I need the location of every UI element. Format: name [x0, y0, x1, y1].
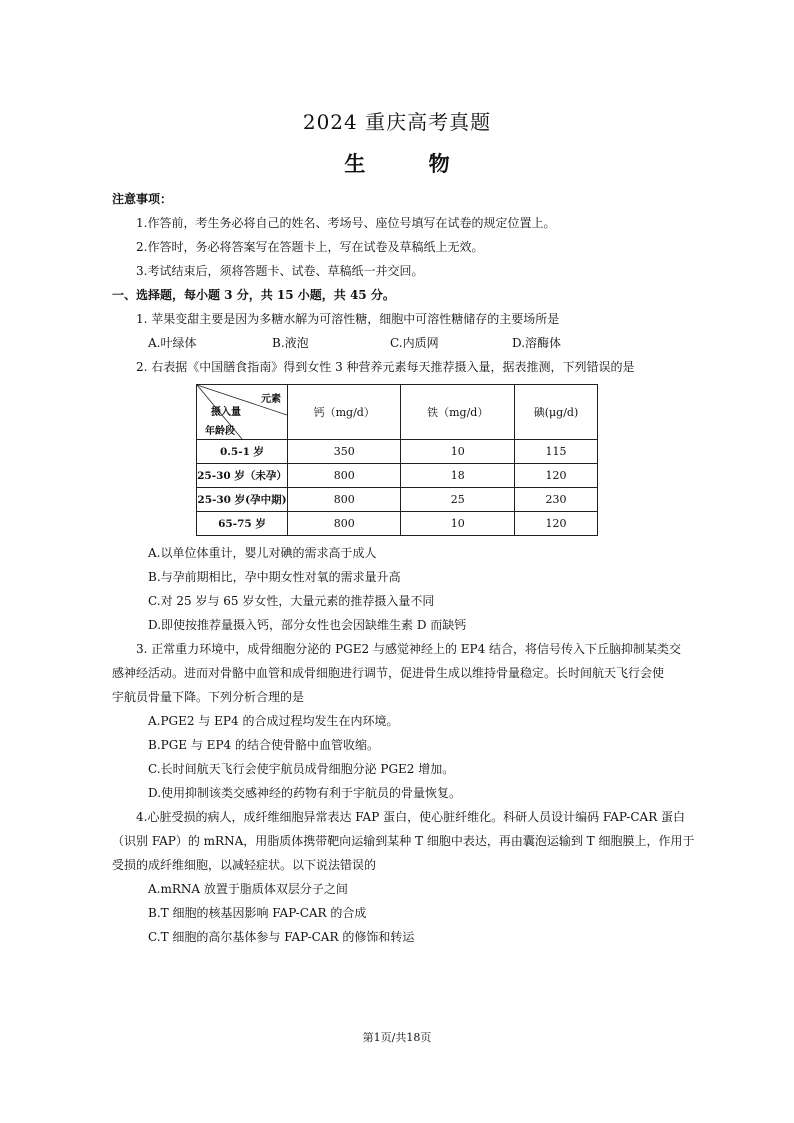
notice-item: 2.作答时，务必将答案写在答题卡上，写在试卷及草稿纸上无效。 [136, 240, 484, 254]
table-row [197, 488, 598, 512]
question-1-option-d: D.溶酶体 [512, 336, 562, 350]
column-header-iron: 铁（mg/d） [401, 385, 514, 440]
question-4-stem-line: 受损的成纤维细胞，以减轻症状。以下说法错误的 [112, 858, 377, 872]
question-3-stem-line: 3. 正常重力环境中，成骨细胞分泌的 PGE2 与感觉神经上的 EP4 结合，将信号传入下丘脑抑制某类交 [136, 642, 682, 656]
question-2-option-b: B.与孕前期相比，孕中期女性对氧的需求量升高 [148, 570, 401, 584]
notice-heading: 注意事项： [112, 192, 173, 206]
question-2-option-d: D.即使按推荐量摄入钙，部分女性也会因缺维生素 D 而缺钙 [148, 618, 467, 632]
table-cell: 230 [514, 488, 597, 512]
question-3-option-c: C.长时间航天飞行会使宇航员成骨细胞分泌 PGE2 增加。 [148, 762, 455, 776]
notice-item: 3.考试结束后，须将答题卡、试卷、草稿纸一并交回。 [136, 264, 424, 278]
section-heading: 一、选择题，每小题 3 分，共 15 小题，共 45 分。 [112, 288, 395, 302]
question-2-option-c: C.对 25 岁与 65 岁女性，大量元素的推荐摄入量不同 [148, 594, 435, 608]
question-4-stem-line: （识别 FAP）的 mRNA，用脂质体携带靶向运输到某种 T 细胞中表达，再由囊泡运输到 T 细胞膜上，作用于 [112, 834, 695, 848]
question-2-stem: 2. 右表据《中国膳食指南》得到女性 3 种营养元素每天推荐摄入量，据表推测，下列错误的是 [136, 360, 635, 374]
table-cell: 120 [514, 464, 597, 488]
table-cell: 10 [401, 440, 514, 464]
exam-title: 2024 重庆高考真题 [302, 110, 492, 134]
exam-subject: 生 物 [344, 151, 478, 176]
row-label: 25-30 岁(孕中期) [197, 488, 288, 512]
question-4-option-c: C.T 细胞的高尔基体参与 FAP-CAR 的修饰和转运 [148, 930, 415, 944]
page-number: 第1页/共18页 [362, 1031, 432, 1044]
diag-label-element: 元素 [261, 394, 281, 405]
table-diagonal-header [197, 385, 288, 440]
table-cell: 800 [288, 464, 401, 488]
column-header-iodine: 碘(μg/d) [514, 385, 597, 440]
table-cell: 800 [288, 512, 401, 536]
table-cell: 800 [288, 488, 401, 512]
table-cell: 18 [401, 464, 514, 488]
nutrient-table [196, 384, 598, 536]
question-4-stem-line: 4.心脏受损的病人，成纤维细胞异常表达 FAP 蛋白，使心脏纤维化。科研人员设计编码 FAP-CAR 蛋白 [136, 810, 686, 824]
table-row [197, 464, 598, 488]
question-2-option-a: A.以单位体重计，婴儿对碘的需求高于成人 [148, 546, 377, 560]
table-row [197, 512, 598, 536]
table-cell: 350 [288, 440, 401, 464]
question-1-option-b: B.液泡 [272, 336, 309, 350]
table-row [197, 440, 598, 464]
question-3-option-b: B.PGE 与 EP4 的结合使骨骼中血管收缩。 [148, 738, 379, 752]
table-cell: 115 [514, 440, 597, 464]
table-cell: 10 [401, 512, 514, 536]
question-1-option-a: A.叶绿体 [148, 336, 197, 350]
row-label: 0.5-1 岁 [197, 440, 288, 464]
question-4-option-b: B.T 细胞的核基因影响 FAP-CAR 的合成 [148, 906, 367, 920]
question-4-option-a: A.mRNA 放置于脂质体双层分子之间 [148, 882, 348, 896]
table-cell: 120 [514, 512, 597, 536]
row-label: 65-75 岁 [197, 512, 288, 536]
table-header-row [197, 385, 598, 440]
notice-item: 1.作答前，考生务必将自己的姓名、考场号、座位号填写在试卷的规定位置上。 [136, 216, 556, 230]
question-3-option-d: D.使用抑制该类交感神经的药物有利于宇航员的骨量恢复。 [148, 786, 462, 800]
question-3-option-a: A.PGE2 与 EP4 的合成过程均发生在内环境。 [148, 714, 399, 728]
question-1-stem: 1. 苹果变甜主要是因为多糖水解为可溶性糖，细胞中可溶性糖储存的主要场所是 [136, 312, 560, 326]
diag-label-intake: 摄入量 [211, 407, 241, 418]
question-3-stem-line: 宇航员骨量下降。下列分析合理的是 [112, 690, 305, 704]
table-cell: 25 [401, 488, 514, 512]
column-header-calcium: 钙（mg/d） [288, 385, 401, 440]
diag-label-age: 年龄段 [205, 426, 235, 437]
question-1-option-c: C.内质网 [390, 336, 439, 350]
row-label: 25-30 岁（未孕） [197, 464, 288, 488]
question-3-stem-line: 感神经活动。进而对骨骼中血管和成骨细胞进行调节，促进骨生成以维持骨量稳定。长时间航天飞行会使 [112, 666, 665, 680]
